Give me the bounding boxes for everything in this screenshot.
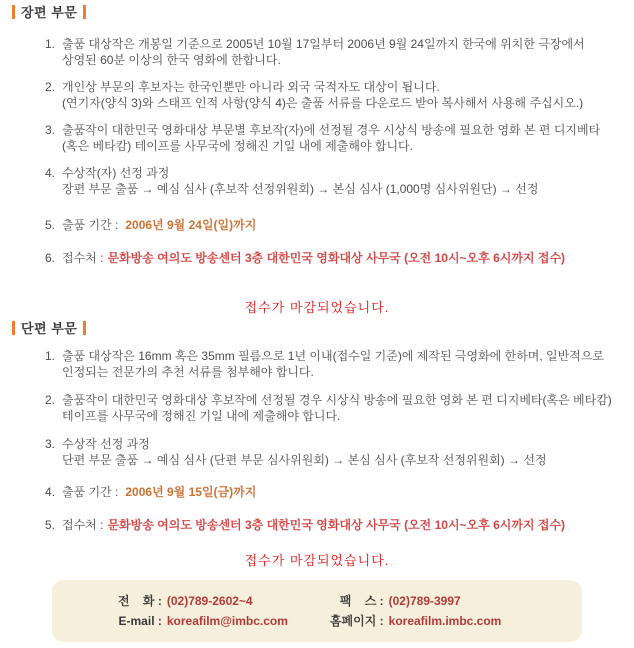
short-rules-list xyxy=(0,348,634,533)
deadline-date: 2006년 9월 15일(금)까지 xyxy=(125,485,257,499)
item-line: 테이프를 사무국에 정해진 기일 내에 제출해야 합니다. xyxy=(62,409,341,423)
fax-label: 팩 스 : xyxy=(339,593,384,608)
feature-rule-4 xyxy=(45,165,626,197)
phone-value: (02)789-2602~4 xyxy=(166,593,253,608)
deadline-label: 출품 기간 : xyxy=(62,485,119,499)
feature-rule-3 xyxy=(45,122,626,154)
item-line: 상영된 60분 이상의 한국 영화에 한합니다. xyxy=(62,53,281,67)
section-feature-header xyxy=(12,4,634,19)
item-number: 3. xyxy=(45,437,56,451)
section-short-title: 단편 부문 xyxy=(21,321,78,336)
item-line: 출품작이 대한민국 영화대상 부문별 후보작(자)에 선정될 경우 시상식 방송에 필요한 영화 본 편 디지베타 xyxy=(62,123,601,137)
deadline-label: 출품 기간 : xyxy=(62,218,119,232)
item-number: 6. xyxy=(45,251,56,265)
office-address: 문화방송 여의도 방송센터 3층 대한민국 영화대상 사무국 (오전 10시~오후 6시까지 접수) xyxy=(107,251,566,265)
item-line: 개인상 부문의 후보자는 한국인뿐만 아니라 외국 국적자도 대상이 됩니다. xyxy=(62,80,440,94)
fax-value: (02)789-3997 xyxy=(388,593,461,608)
phone-label: 전 화 : xyxy=(118,593,162,608)
item-line: 수상작(자) 선정 과정 xyxy=(62,166,170,180)
item-text xyxy=(62,217,626,233)
item-line: 출품작이 대한민국 영화대상 후보작에 선정될 경우 시상식 방송에 필요한 영화 본 편 디지베타(혹은 베타캄) xyxy=(62,393,612,407)
homepage-label: 홈페이지 : xyxy=(329,613,384,628)
item-text xyxy=(62,36,626,68)
item-number: 3. xyxy=(45,123,56,137)
item-text xyxy=(62,436,626,468)
contact-box xyxy=(52,580,582,642)
item-number: 2. xyxy=(45,393,56,407)
item-number: 4. xyxy=(45,166,56,180)
office-address: 문화방송 여의도 방송센터 3층 대한민국 영화대상 사무국 (오전 10시~오후 6시까지 접수) xyxy=(107,518,566,532)
item-line: 수상작 선정 과정 xyxy=(62,437,150,451)
header-bar-right-icon xyxy=(83,321,86,335)
item-text xyxy=(62,79,626,111)
feature-rules-list xyxy=(0,36,634,266)
email-link[interactable]: koreafilm@imbc.com xyxy=(166,613,288,628)
item-text xyxy=(62,250,626,266)
item-text xyxy=(62,484,626,500)
item-number: 2. xyxy=(45,80,56,94)
short-rule-5-submission-office xyxy=(45,517,626,533)
short-rule-1 xyxy=(45,348,626,380)
feature-closed-notice: 접수가 마감되었습니다. xyxy=(244,300,390,315)
item-line: 장편 부문 출품 → 예심 심사 (후보작 선정위원회) → 본심 심사 (1,000명 심사위원단) → 선정 xyxy=(62,182,539,196)
feature-rule-5-deadline xyxy=(45,217,626,233)
deadline-date: 2006년 9월 24일(일)까지 xyxy=(125,218,257,232)
item-line: (혹은 베타캄) 테이프를 사무국에 정해진 기일 내에 제출해야 합니다. xyxy=(62,139,413,153)
header-bar-right-icon xyxy=(83,5,86,19)
header-bar-left-icon xyxy=(12,321,15,335)
office-label: 접수처 : xyxy=(62,251,104,265)
short-rule-4-deadline xyxy=(45,484,626,500)
item-text xyxy=(62,392,626,424)
item-text xyxy=(62,517,626,533)
section-short xyxy=(0,320,634,569)
section-feature xyxy=(0,4,634,316)
short-rule-3 xyxy=(45,436,626,468)
item-line: 단편 부문 출품 → 예심 심사 (단편 부문 심사위원회) → 본심 심사 (후보작 선정위원회) → 선정 xyxy=(62,453,547,467)
item-text xyxy=(62,165,626,197)
item-line: 출품 대상작은 개봉일 기준으로 2005년 10월 17일부터 2006년 9월 24일까지 한국에 위치한 극장에서 xyxy=(62,37,585,51)
item-number: 1. xyxy=(45,37,56,51)
item-text xyxy=(62,348,626,380)
feature-rule-2 xyxy=(45,79,626,111)
email-label: E-mail : xyxy=(118,613,162,628)
section-short-header xyxy=(12,320,634,335)
section-feature-title: 장편 부문 xyxy=(21,5,78,20)
homepage-link[interactable]: koreafilm.imbc.com xyxy=(388,613,502,628)
item-line: (연기자(양식 3)와 스태프 인적 사항(양식 4)은 출품 서류를 다운로드 받아 복사해서 사용해 주십시오.) xyxy=(62,96,584,110)
office-label: 접수처 : xyxy=(62,518,104,532)
item-line: 출품 대상작은 16mm 혹은 35mm 필름으로 1년 이내(접수일 기준)에 제작된 극영화에 한하며, 일반적으로 xyxy=(62,349,605,363)
item-line: 인정되는 전문가의 추천 서류를 첨부해야 합니다. xyxy=(62,365,314,379)
contact-grid xyxy=(118,593,501,630)
header-bar-left-icon xyxy=(12,5,15,19)
short-closed-notice: 접수가 마감되었습니다. xyxy=(244,553,390,568)
item-number: 5. xyxy=(45,518,56,532)
feature-rule-1 xyxy=(45,36,626,68)
item-text xyxy=(62,122,626,154)
item-number: 1. xyxy=(45,349,56,363)
feature-rule-6-submission-office xyxy=(45,250,626,266)
short-rule-2 xyxy=(45,392,626,424)
item-number: 5. xyxy=(45,218,56,232)
item-number: 4. xyxy=(45,485,56,499)
